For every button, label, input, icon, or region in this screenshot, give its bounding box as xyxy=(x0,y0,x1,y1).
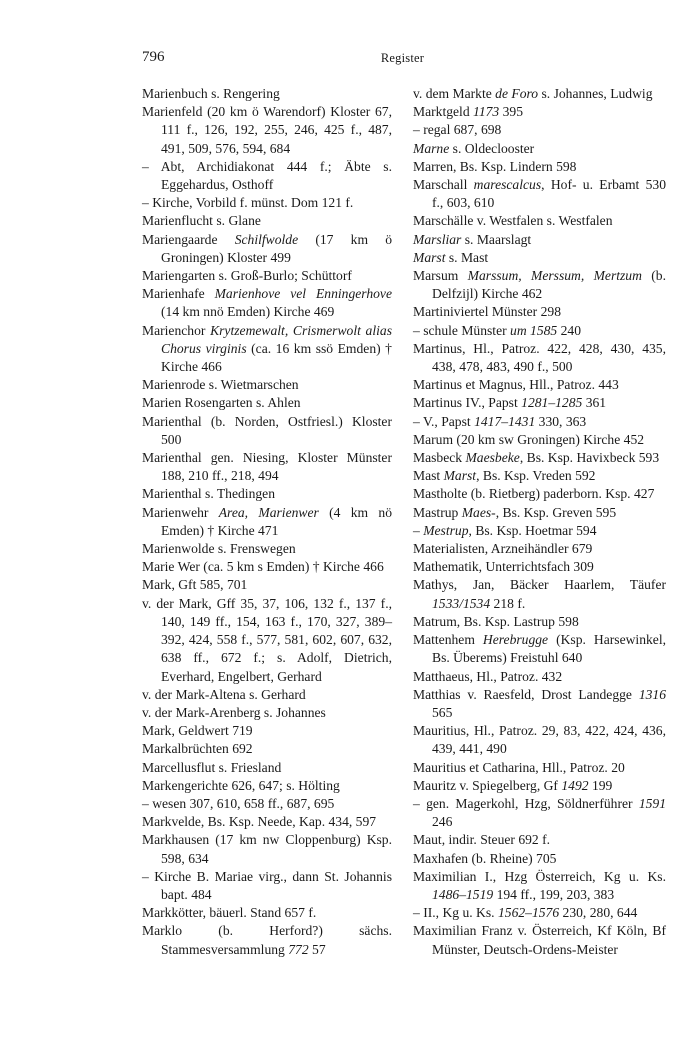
index-entry: v. der Mark-Arenberg s. Johannes xyxy=(142,704,326,720)
index-entry: Matthias v. Raesfeld, Drost Landegge 1316 565 xyxy=(413,686,666,720)
index-entry: v. der Mark-Altena s. Gerhard xyxy=(142,686,306,702)
index-entry: – Abt, Archidiakonat 444 f.; Äbte s. Eggehardus, Osthoff xyxy=(142,158,392,193)
index-entry: Marienthal gen. Niesing, Kloster Münster 188, 210 ff., 218, 494 xyxy=(142,450,392,484)
index-entry: Marst s. Mast xyxy=(413,249,489,265)
index-entry: Martinus, Hl., Patroz. 422, 428, 430, 435, 438, 478, 483, 490 f., 500 xyxy=(413,340,666,375)
index-entry: Marienthal (b. Norden, Ostfriesl.) Kloster 500 xyxy=(142,413,392,447)
index-entry: Marienfeld (20 km ö Warendorf) Kloster 67, 111 f., 126, 192, 255, 246, 425 f., 487, 491, 509, 576, 594, 684 xyxy=(142,104,392,156)
index-entry: – Mestrup, Bs. Ksp. Hoetmar 594 xyxy=(413,522,597,538)
index-entry: Marsliar s. Maarslagt xyxy=(413,231,532,247)
index-entry: Marienhafe Marienhove vel Enningerhove (14 km nnö Emden) Kirche 469 xyxy=(142,286,393,320)
index-entry: Marienrode s. Wietmarschen xyxy=(142,377,299,393)
index-entry: Mastholte (b. Rietberg) paderborn. Ksp. 427 xyxy=(413,486,655,502)
index-entry: Mauritius, Hl., Patroz. 29, 83, 422, 424, 436, 439, 441, 490 xyxy=(413,723,666,757)
index-entry: Matrum, Bs. Ksp. Lastrup 598 xyxy=(413,613,579,629)
index-entry: Marum (20 km sw Groningen) Kirche 452 xyxy=(413,431,645,447)
index-entry: v. dem Markte de Foro s. Johannes, Ludwig xyxy=(413,86,653,101)
index-entry: Markengerichte 626, 647; s. Hölting xyxy=(142,777,340,793)
index-entry: Marktgeld 1173 395 xyxy=(413,104,524,120)
index-entry: – V., Papst 1417–1431 330, 363 xyxy=(413,413,587,429)
index-entry: Marienwehr Area, Marienwer (4 km nö Emden) † Kirche 471 xyxy=(142,504,393,538)
index-column-right xyxy=(413,85,666,959)
index-entry: Mastrup Maes-, Bs. Ksp. Greven 595 xyxy=(413,504,617,520)
index-entry: Mark, Gft 585, 701 xyxy=(142,577,248,593)
index-entry: v. der Mark, Gff 35, 37, 106, 132 f., 137 f., 140, 149 ff., 154, 163 f., 170, 327, 389–392, 424, 558 f., 577, 581, 602, 607, 632, 638 ff., 672 f.; s. Adolf, Dietrich, Everhard, Engelbert, Gerhard xyxy=(142,595,392,684)
index-entry: Markkötter, bäuerl. Stand 657 f. xyxy=(142,905,317,921)
index-entry: Maximilian I., Hzg Österreich, Kg u. Ks. 1486–1519 194 ff., 199, 203, 383 xyxy=(413,868,666,902)
index-entry: Marienchor Krytzemewalt, Crismerwolt alias Chorus virginis (ca. 16 km ssö Emden) † Kirche 466 xyxy=(142,322,392,375)
index-entry: Mathys, Jan, Bäcker Haarlem, Täufer 1533/1534 218 f. xyxy=(413,577,666,611)
index-entry: Markvelde, Bs. Ksp. Neede, Kap. 434, 597 xyxy=(142,814,377,830)
index-entry: Marienwolde s. Frenswegen xyxy=(142,541,296,557)
index-entry: Mast Marst, Bs. Ksp. Vreden 592 xyxy=(413,468,596,484)
index-entry: Marsum Marssum, Merssum, Mertzum (b. Delfzijl) Kirche 462 xyxy=(413,268,666,302)
index-entry: Masbeck Maesbeke, Bs. Ksp. Havixbeck 593 xyxy=(413,450,660,466)
index-entry: Marcellusflut s. Friesland xyxy=(142,759,282,775)
index-entry: Mariengarten s. Groß-Burlo; Schüttorf xyxy=(142,268,352,284)
index-entry: – wesen 307, 610, 658 ff., 687, 695 xyxy=(142,795,335,811)
index-entry: Materialisten, Arzneihändler 679 xyxy=(413,541,593,557)
index-entry: Mauritius et Catharina, Hll., Patroz. 20 xyxy=(413,759,625,775)
page-header xyxy=(142,49,663,71)
index-entry: Mariengaarde Schilfwolde (17 km ö Groningen) Kloster 499 xyxy=(142,231,393,265)
index-entry: Maximilian Franz v. Österreich, Kf Köln, Bf Münster, Deutsch-Ordens-Meister xyxy=(413,923,666,957)
index-entry: Marschall marescalcus, Hof- u. Erbamt 530 f., 603, 610 xyxy=(413,177,666,211)
index-entry: – Kirche B. Mariae virg., dann St. Johannis bapt. 484 xyxy=(142,868,392,902)
index-entry: – gen. Magerkohl, Hzg, Söldnerführer 1591 246 xyxy=(413,795,666,830)
index-entry: Mattenhem Herebrugge (Ksp. Harsewinkel, Bs. Überems) Freistuhl 640 xyxy=(413,632,666,666)
index-entry: – II., Kg u. Ks. 1562–1576 230, 280, 644 xyxy=(413,905,638,921)
index-entry: – schule Münster um 1585 240 xyxy=(413,322,582,338)
running-head: Register xyxy=(380,51,425,65)
index-entry: Marie Wer (ca. 5 km s Emden) † Kirche 466 xyxy=(142,559,384,575)
index-entry: Martiniviertel Münster 298 xyxy=(413,304,561,320)
index-entry: Maut, indir. Steuer 692 f. xyxy=(413,832,551,848)
index-entry: Marienflucht s. Glane xyxy=(142,213,261,229)
index-entry: Mathematik, Unterrichtsfach 309 xyxy=(413,559,594,575)
index-entry: Marklo (b. Herford?) sächs. Stammesversammlung 772 57 xyxy=(142,923,392,957)
index-entry: Mark, Geldwert 719 xyxy=(142,723,253,739)
index-entry: – regal 687, 698 xyxy=(413,122,502,138)
index-entry: Markalbrüchten 692 xyxy=(142,741,253,757)
index-entry: Maxhafen (b. Rheine) 705 xyxy=(413,850,557,866)
index-entry: Martinus et Magnus, Hll., Patroz. 443 xyxy=(413,377,619,393)
index-entry: Marne s. Oldeclooster xyxy=(413,140,535,156)
index-entry: Martinus IV., Papst 1281–1285 361 xyxy=(413,395,607,411)
index-entry: Markhausen (17 km nw Cloppenburg) Ksp. 598, 634 xyxy=(142,832,392,866)
index-entry: Marienthal s. Thedingen xyxy=(142,486,276,502)
index-entry: Marren, Bs. Ksp. Lindern 598 xyxy=(413,158,577,174)
page-number: 796 xyxy=(142,49,165,65)
index-entry: Matthaeus, Hl., Patroz. 432 xyxy=(413,668,563,684)
index-entry: Mauritz v. Spiegelberg, Gf 1492 199 xyxy=(413,777,613,793)
index-entry: – Kirche, Vorbild f. münst. Dom 121 f. xyxy=(142,195,354,211)
index-entry: Marschälle v. Westfalen s. Westfalen xyxy=(413,213,613,229)
index-entry: Marienbuch s. Rengering xyxy=(142,86,280,101)
index-column-left xyxy=(142,85,392,959)
index-entry: Marien Rosengarten s. Ahlen xyxy=(142,395,301,411)
